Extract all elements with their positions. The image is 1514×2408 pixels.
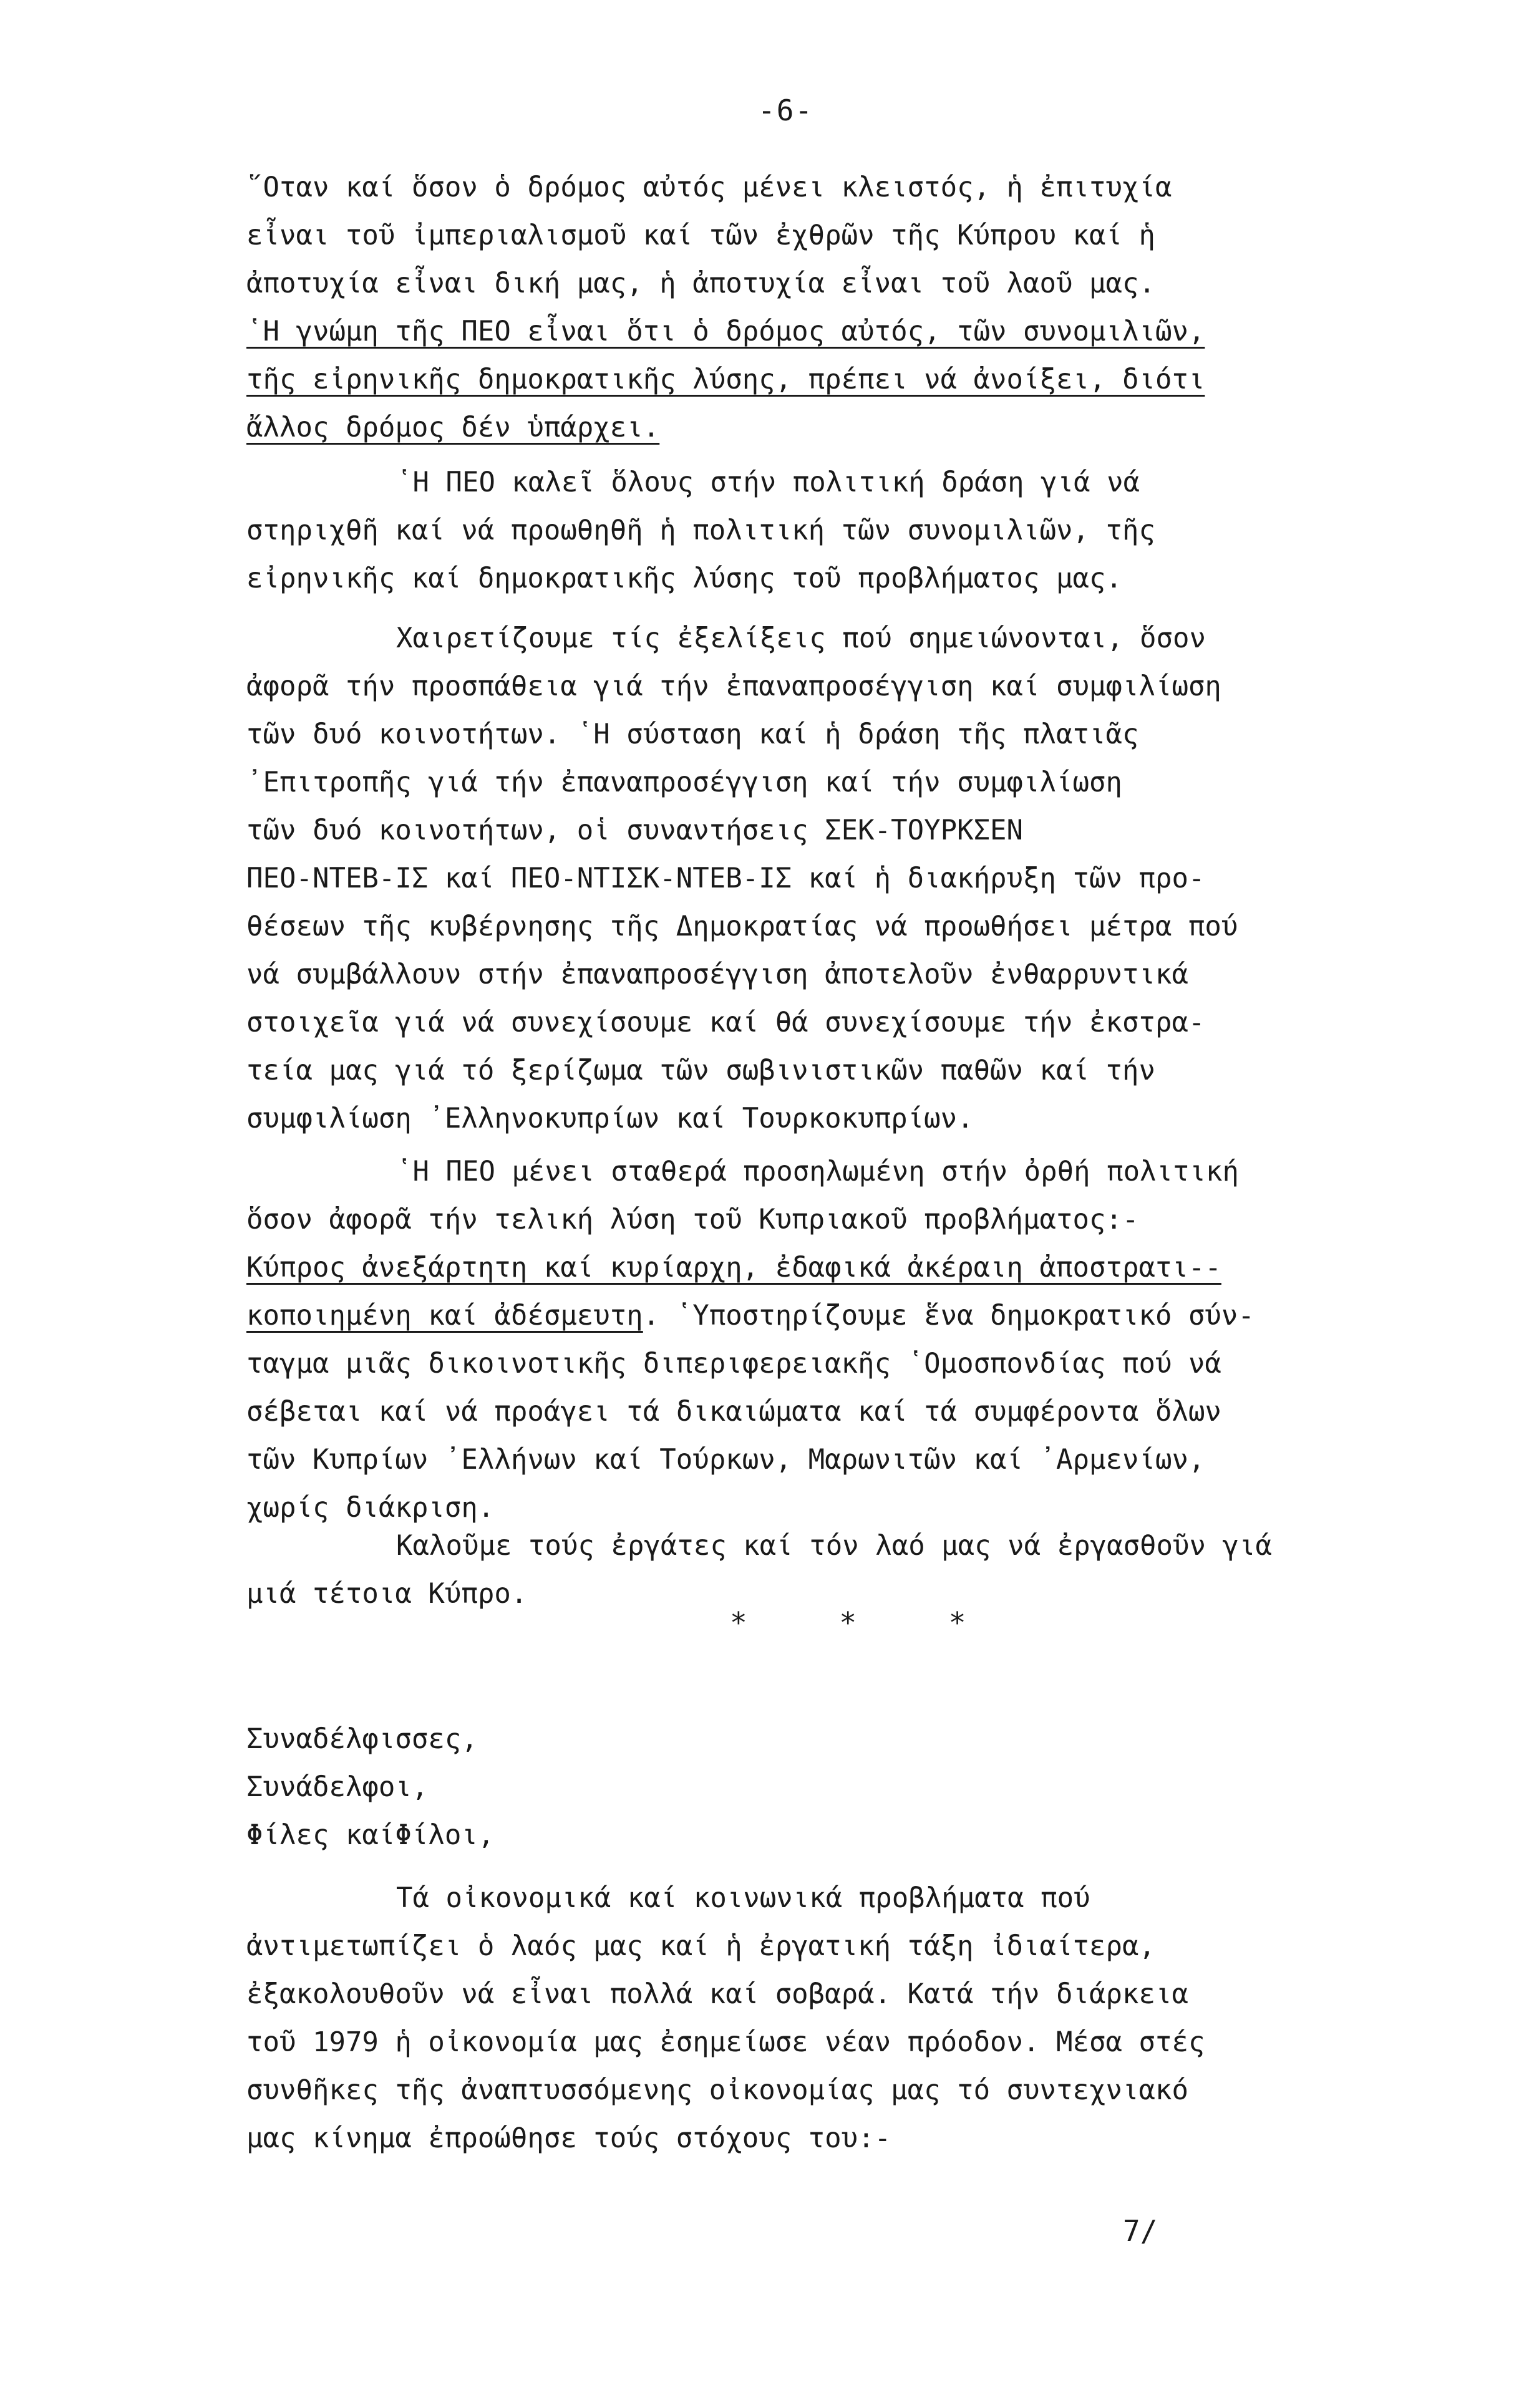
paragraph-rapprochement [246,614,1369,1143]
text-line: στηριχθῆ καί νά προωθηθῆ ἡ πολιτική τῶν συνομιλιῶν, τῆς [246,515,1155,546]
underlined-line: Κύπρος ἀνεξάρτητη καί κυρίαρχη, ἐδαφικά ἀκέραιη ἀποστρατι-- [246,1252,1221,1284]
text-fragment: . ῾Υποστηρίζουμε ἕνα δημοκρατικό σύν- [643,1300,1254,1332]
text-line: Συναδέλφισσες, [246,1723,478,1755]
section-separator: * * * [730,1606,991,1640]
text-line: τεία μας γιά τό ξερίζωμα τῶν σωβινιστικῶν παθῶν καί τήν [246,1055,1155,1086]
text-line: ΠΕΟ-ΝΤΕΒ-ΙΣ καί ΠΕΟ-ΝΤΙΣΚ-ΝΤΕΒ-ΙΣ καί ἡ διακήρυξη τῶν προ- [246,863,1205,894]
underlined-phrase: κοποιημένη καί ἀδέσμευτη [246,1300,643,1332]
text-line: ῞Οταν καί ὅσον ὁ δρόμος αὐτός μένει κλειστός, ἡ ἐπιτυχία [246,172,1172,203]
text-line: Τά οἰκονομικά καί κοινωνικά προβλήματα πού [396,1882,1090,1914]
text-line: τῶν δυό κοινοτήτων, οἱ συναντήσεις ΣΕΚ-ΤΟΥΡΚΣΕΝ [246,815,1024,846]
paragraph-road-closed [246,163,1369,452]
text-line: νά συμβάλλουν στήν ἐπαναπροσέγγιση ἀποτελοῦν ἐνθαρρυντικά [246,959,1188,990]
text-line: ἀφορᾶ τήν προσπάθεια γιά τήν ἐπαναπροσέγγιση καί συμφιλίωση [246,670,1221,702]
paragraph-call-workers [246,1522,1369,1618]
underlined-line: τῆς εἰρηνικῆς δημοκρατικῆς λύσης, πρέπει νά ἀνοίξει, διότι [246,364,1205,395]
text-line: εἰρηνικῆς καί δημοκρατικῆς λύσης τοῦ προβλήματος μας. [246,563,1122,594]
page-number: -6- [758,94,814,127]
text-line: Χαιρετίζουμε τίς ἐξελίξεις πού σημειώνονται, ὅσον [396,622,1206,654]
text-line: τῶν Κυπρίων ᾿Ελλήνων καί Τούρκων, Μαρωνιτῶν καί ᾿Αρμενίων, [246,1444,1205,1476]
text-line: εἶναι τοῦ ἰμπεριαλισμοῦ καί τῶν ἐχθρῶν τῆς Κύπρου καί ἡ [246,220,1155,251]
text-line: ταγμα μιᾶς δικοινοτικῆς διπεριφερειακῆς ῾Ομοσπονδίας πού νά [246,1348,1221,1380]
text-line: ἐξακολουθοῦν νά εἶναι πολλά καί σοβαρά. Κατά τήν διάρκεια [246,1978,1188,2010]
text-line: μας κίνημα ἐπροώθησε τούς στόχους του:- [246,2122,891,2154]
text-line: ἀντιμετωπίζει ὁ λαός μας καί ἡ ἐργατική τάξη ἰδιαίτερα, [246,1930,1155,1962]
text-line: ῾Η ΠΕΟ μένει σταθερά προσηλωμένη στήν ὀρθή πολιτική [396,1156,1240,1187]
text-line: Συνάδελφοι, [246,1771,429,1803]
text-line: ὅσον ἀφορᾶ τήν τελική λύση τοῦ Κυπριακοῦ προβλήματος:- [246,1204,1139,1235]
text-line: ῾Η ΠΕΟ καλεῖ ὅλους στήν πολιτική δράση γιά νά [396,467,1140,498]
underlined-line: ἄλλος δρόμος δέν ὑπάρχει. [246,412,660,443]
paragraph-economic-problems [246,1874,1369,2162]
underlined-line: ῾Η γνώμη τῆς ΠΕΟ εἶναι ὅτι ὁ δρόμος αὐτός, τῶν συνομιλιῶν, [246,316,1205,347]
text-line: σέβεται καί νά προάγει τά δικαιώματα καί τά συμφέροντα ὅλων [246,1396,1221,1428]
text-line: Φίλες καίΦίλοι, [246,1819,495,1851]
text-line: συμφιλίωση ᾿Ελληνοκυπρίων καί Τουρκοκυπρίων. [246,1103,974,1134]
text-line: στοιχεῖα γιά νά συνεχίσουμε καί θά συνεχίσουμε τήν ἐκστρα- [246,1007,1205,1038]
text-line: τοῦ 1979 ἡ οἰκονομία μας ἐσημείωσε νέαν πρόοδον. Μέσα στές [246,2026,1205,2058]
salutation [246,1715,1369,1859]
text-line: ἀποτυχία εἶναι δική μας, ἡ ἀποτυχία εἶναι τοῦ λαοῦ μας. [246,268,1155,299]
text-line: ᾿Επιτροπῆς γιά τήν ἐπαναπροσέγγιση καί τήν συμφιλίωση [246,766,1122,798]
text-line: τῶν δυό κοινοτήτων. ῾Η σύσταση καί ἡ δράση τῆς πλατιᾶς [246,718,1139,750]
text-line: χωρίς διάκριση. [246,1492,495,1524]
paragraph-final-solution [246,1148,1369,1532]
paragraph-peo-calls [246,458,1369,602]
continuation-marker: 7/ [1123,2214,1158,2248]
text-line [246,1292,1369,1340]
text-line: θέσεων τῆς κυβέρνησης τῆς Δημοκρατίας νά προωθήσει μέτρα πού [246,911,1238,942]
text-line: Καλοῦμε τούς ἐργάτες καί τόν λαό μας νά ἐργασθοῦν γιά [396,1530,1272,1562]
text-line: συνθῆκες τῆς ἀναπτυσσόμενης οἰκονομίας μας τό συντεχνιακό [246,2074,1188,2106]
text-line: μιά τέτοια Κύπρο. [246,1578,528,1610]
